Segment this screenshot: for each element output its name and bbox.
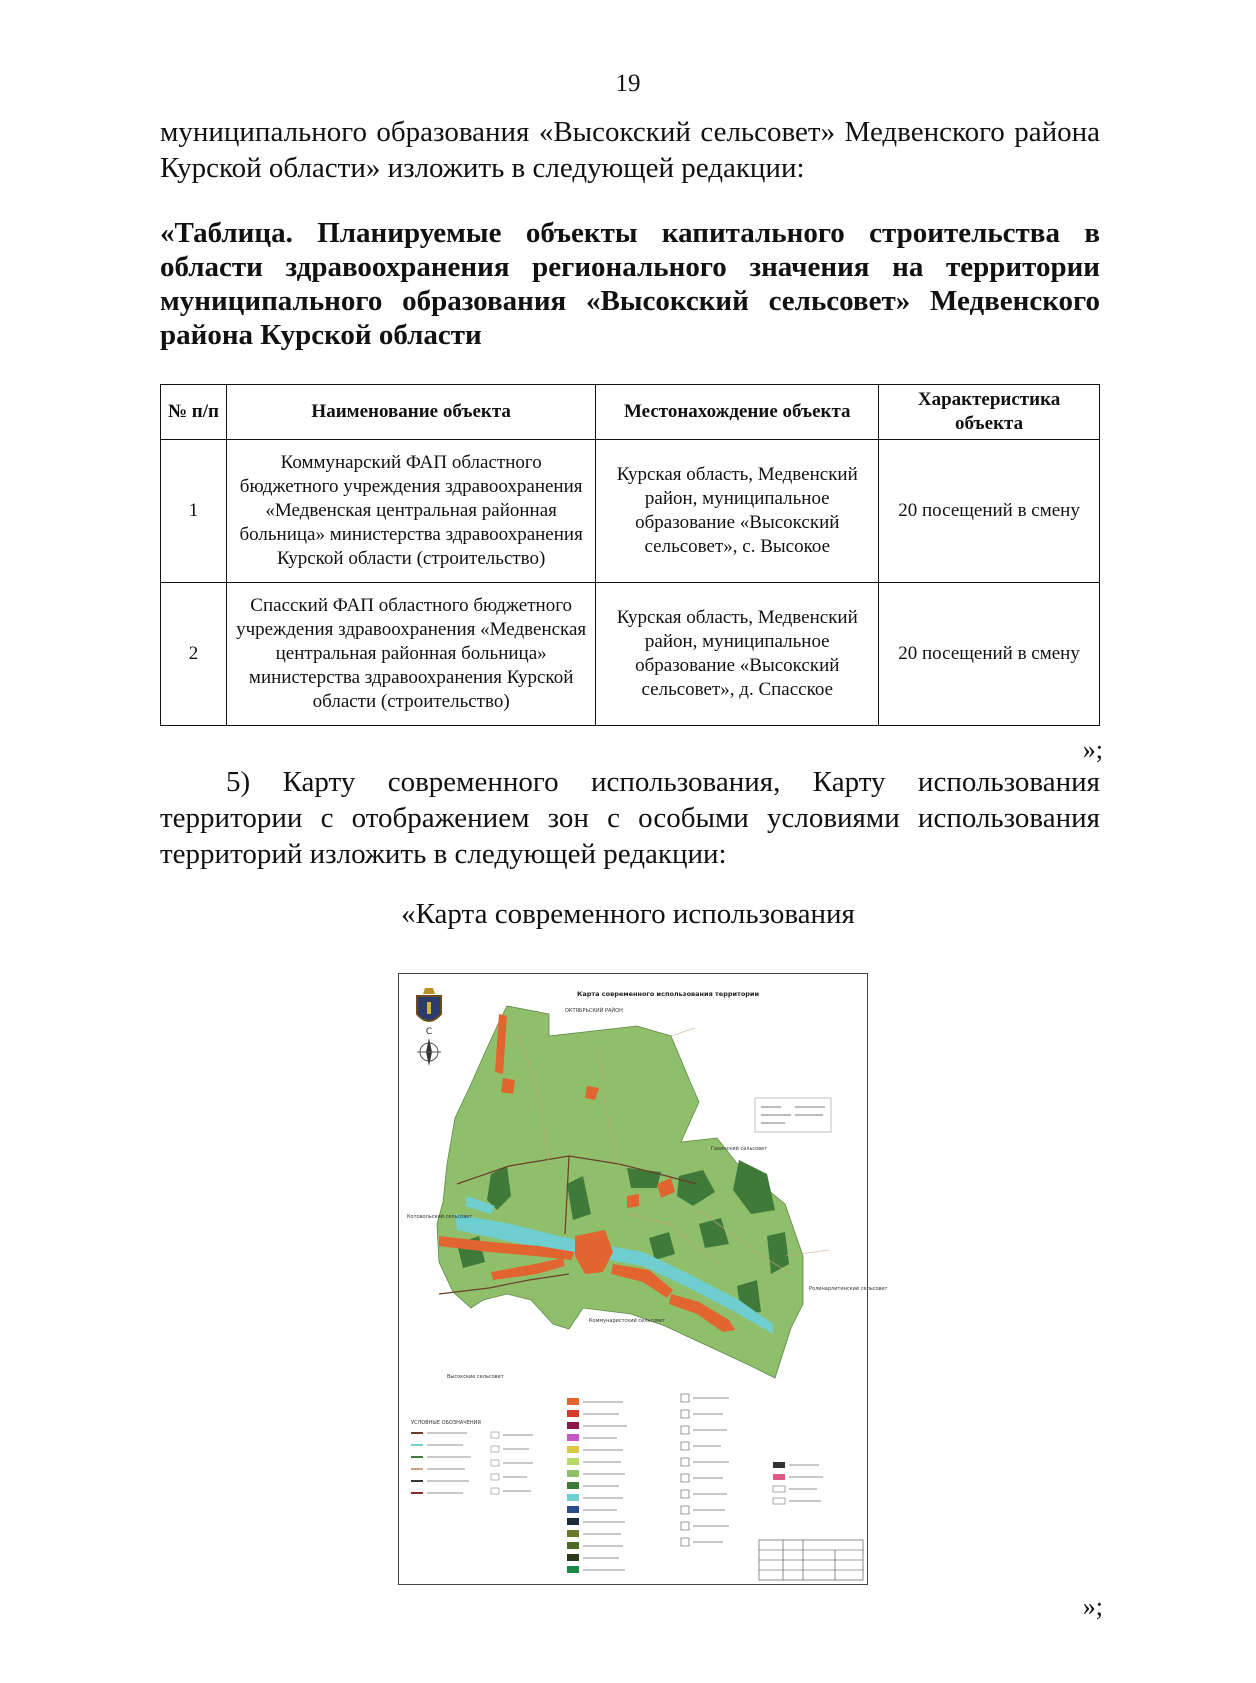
intro-paragraph: муниципального образования «Высокский сельсовет» Медвенского района Курской области» изложить в следующей редакции: xyxy=(160,116,1100,184)
header-number: № п/п xyxy=(161,385,227,440)
page-number: 19 xyxy=(615,70,641,97)
row-number: 1 xyxy=(161,440,227,583)
compass-rose-icon xyxy=(417,1027,441,1066)
land-use-map xyxy=(398,973,888,1585)
row-location: Курская область, Медвенский район, муниципальное образование «Высокский сельсовет», д. Спасское xyxy=(596,583,879,726)
header-location: Местонахождение объекта xyxy=(596,385,879,440)
table-heading: «Таблица. Планируемые объекты капитального строительства в области здравоохранения регионального значения на территории муниципального образования «Высокский сельсовет» Медвенского района Курской области xyxy=(160,217,1100,351)
objects-table xyxy=(160,384,1100,726)
map-title-block xyxy=(759,1540,863,1580)
paragraph-5: 5) Карту современного использования, Карту использования территории с отображением зон с особыми условиями использования территорий изложить в следующей редакции: xyxy=(160,766,1100,870)
label-south: Коммунаристский сельсовет xyxy=(589,1318,666,1324)
final-closing-quote: »; xyxy=(1082,1592,1103,1621)
inset-legend-box xyxy=(755,1098,831,1132)
label-north-district: ОКТЯБРЬСКИЙ РАЙОН xyxy=(565,1008,623,1014)
row-name: Коммунарский ФАП областного бюджетного учреждения здравоохранения «Медвенская центральная районная больница» министерства здравоохранения Курской области (строительство) xyxy=(226,440,596,583)
table-closing-quote: »; xyxy=(1082,735,1103,764)
table-header-row xyxy=(161,385,1100,440)
table-row xyxy=(161,440,1100,583)
legend-column-1 xyxy=(411,1432,471,1494)
row-number: 2 xyxy=(161,583,227,726)
legend-title: УСЛОВНЫЕ ОБОЗНАЧЕНИЯ xyxy=(411,1420,481,1426)
legend-column-3 xyxy=(567,1398,627,1573)
row-characteristic: 20 посещений в смену xyxy=(879,583,1100,726)
map-caption: «Карта современного использования xyxy=(401,898,855,930)
label-east-upper: Гахинский сельсовет xyxy=(711,1146,768,1152)
coat-of-arms-icon xyxy=(417,988,441,1021)
map-title: Карта современного использования территории xyxy=(577,990,760,998)
compass-letter: С xyxy=(425,1027,433,1037)
label-west: Котовольский сельсовет xyxy=(407,1214,473,1220)
legend-column-4 xyxy=(681,1394,729,1546)
label-east-lower: Ролинарлитинский сельсовет xyxy=(809,1286,888,1292)
map-drawing xyxy=(399,974,888,1584)
legend-column-5 xyxy=(773,1462,823,1504)
label-southwest: Высокские сельсовет xyxy=(447,1374,504,1380)
header-characteristic: Характеристика объекта xyxy=(879,385,1100,440)
external-road xyxy=(671,1028,695,1036)
row-characteristic: 20 посещений в смену xyxy=(879,440,1100,583)
header-name: Наименование объекта xyxy=(226,385,596,440)
row-name: Спасский ФАП областного бюджетного учреждения здравоохранения «Медвенская центральная районная больница» министерства здравоохранения Курской области (строительство) xyxy=(226,583,596,726)
row-location: Курская область, Медвенский район, муниципальное образование «Высокский сельсовет», с. Высокое xyxy=(596,440,879,583)
table-row xyxy=(161,583,1100,726)
legend-column-2 xyxy=(491,1432,533,1494)
